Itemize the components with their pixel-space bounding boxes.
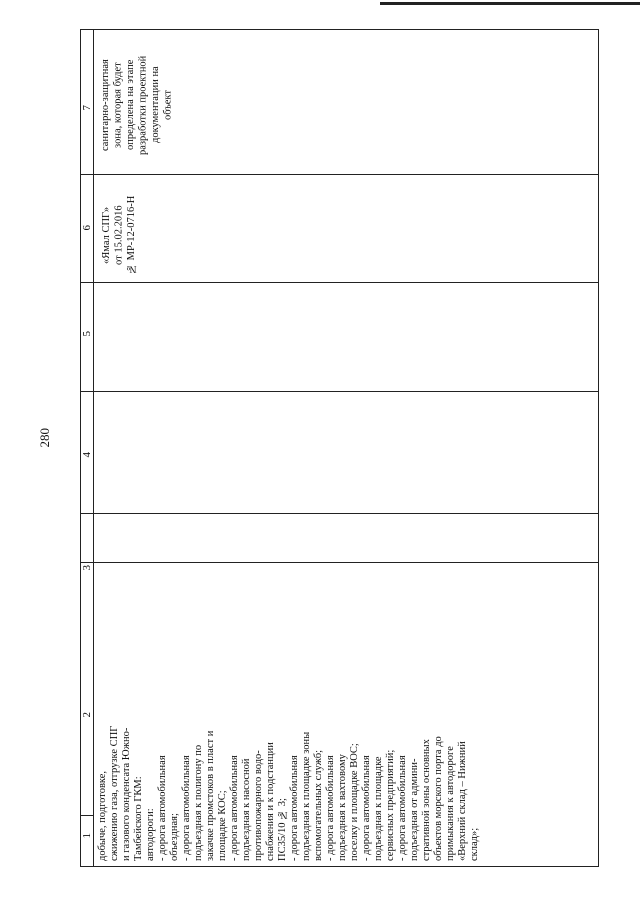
column-number-5: 5 xyxy=(81,331,93,337)
cell-line: санитарно-защитная xyxy=(100,59,111,151)
cell-line: объектов морского порта до xyxy=(433,736,444,861)
cell-line: склад»; xyxy=(469,827,480,861)
cell-line: подъездная к площадке xyxy=(373,756,384,861)
column-number-2: 2 xyxy=(81,712,93,718)
cell-line: - дорога автомобильная xyxy=(361,755,372,861)
cell-line: подъездная от админи- xyxy=(409,758,420,861)
cell-line: снабжения и к подстанции xyxy=(265,742,276,861)
cell-line: Тамбейского ГКМ: xyxy=(133,776,144,861)
cell-line: объект xyxy=(162,90,174,120)
cell-line: подъездная к полигону по xyxy=(193,744,204,861)
cell-line: от 15.02.2016 xyxy=(113,205,125,265)
cell-line: противопожарного водо- xyxy=(253,750,264,861)
cell-line: сервисных предприятий; xyxy=(385,749,396,861)
cell-line: - дорога автомобильная xyxy=(229,755,240,861)
column-border-4-5 xyxy=(80,391,599,392)
column-border-6-7 xyxy=(80,174,599,175)
cell-line: автодороги: xyxy=(145,808,156,861)
cell-line: № МР-12-0716-Н xyxy=(126,195,137,275)
cell-line: сжижению газа, отгрузке СПГ xyxy=(109,725,120,861)
cell-line: разработки проектной xyxy=(137,55,149,155)
column-border-3-4 xyxy=(80,513,599,514)
cell-line: - дорога автомобильная xyxy=(289,755,300,861)
cell-line: примыкания к автодороге xyxy=(445,746,456,861)
header-divider xyxy=(93,29,94,867)
cell-line: добыче, подготовке, xyxy=(97,770,108,861)
top-rule xyxy=(380,2,640,5)
cell-line: - дорога автомобильная xyxy=(181,755,192,861)
cell-line: - дорога автомобильная xyxy=(157,755,168,861)
cell-line: «Верхний склад – Нижний xyxy=(457,741,468,861)
cell-line: ПС35/10 № 3; xyxy=(277,798,288,861)
cell-line: закачке промстоков в пласт и xyxy=(205,730,216,861)
cell-line: - дорога автомобильная xyxy=(397,755,408,861)
cell-col7-zone xyxy=(100,36,175,174)
cell-line: «Ямал СПГ» xyxy=(101,206,112,264)
column-number-6: 6 xyxy=(81,225,93,231)
cell-line: объездная; xyxy=(169,813,180,861)
cell-line: зона, которая будет xyxy=(112,62,124,148)
page-number: 280 xyxy=(37,428,52,448)
cell-line: вспомогательных служб; xyxy=(313,749,324,861)
cell-line: определена на этапе xyxy=(125,59,136,151)
cell-line: подъездная к площадке зоны xyxy=(301,731,312,861)
column-border-5-6 xyxy=(80,282,599,283)
column-border-1-2 xyxy=(80,815,94,816)
cell-line: документации на xyxy=(150,66,161,144)
cell-line: поселку и площадке ВОС; xyxy=(349,743,360,861)
cell-col6-document xyxy=(101,185,139,285)
cell-line: площадке КОС; xyxy=(217,790,228,861)
cell-line: подъездная к вахтовому xyxy=(337,754,348,861)
cell-line: подъездная к насосной xyxy=(241,758,252,861)
column-number-4: 4 xyxy=(81,452,93,458)
column-number-7: 7 xyxy=(81,105,93,111)
cell-line: стративной зоны основных xyxy=(421,739,432,861)
column-number-1: 1 xyxy=(81,833,93,839)
column-number-3: 3 xyxy=(81,565,93,571)
cell-line: - дорога автомобильная xyxy=(325,755,336,861)
cell-col2-objects xyxy=(97,535,481,861)
cell-line: и газового конденсата Южно- xyxy=(121,727,132,861)
